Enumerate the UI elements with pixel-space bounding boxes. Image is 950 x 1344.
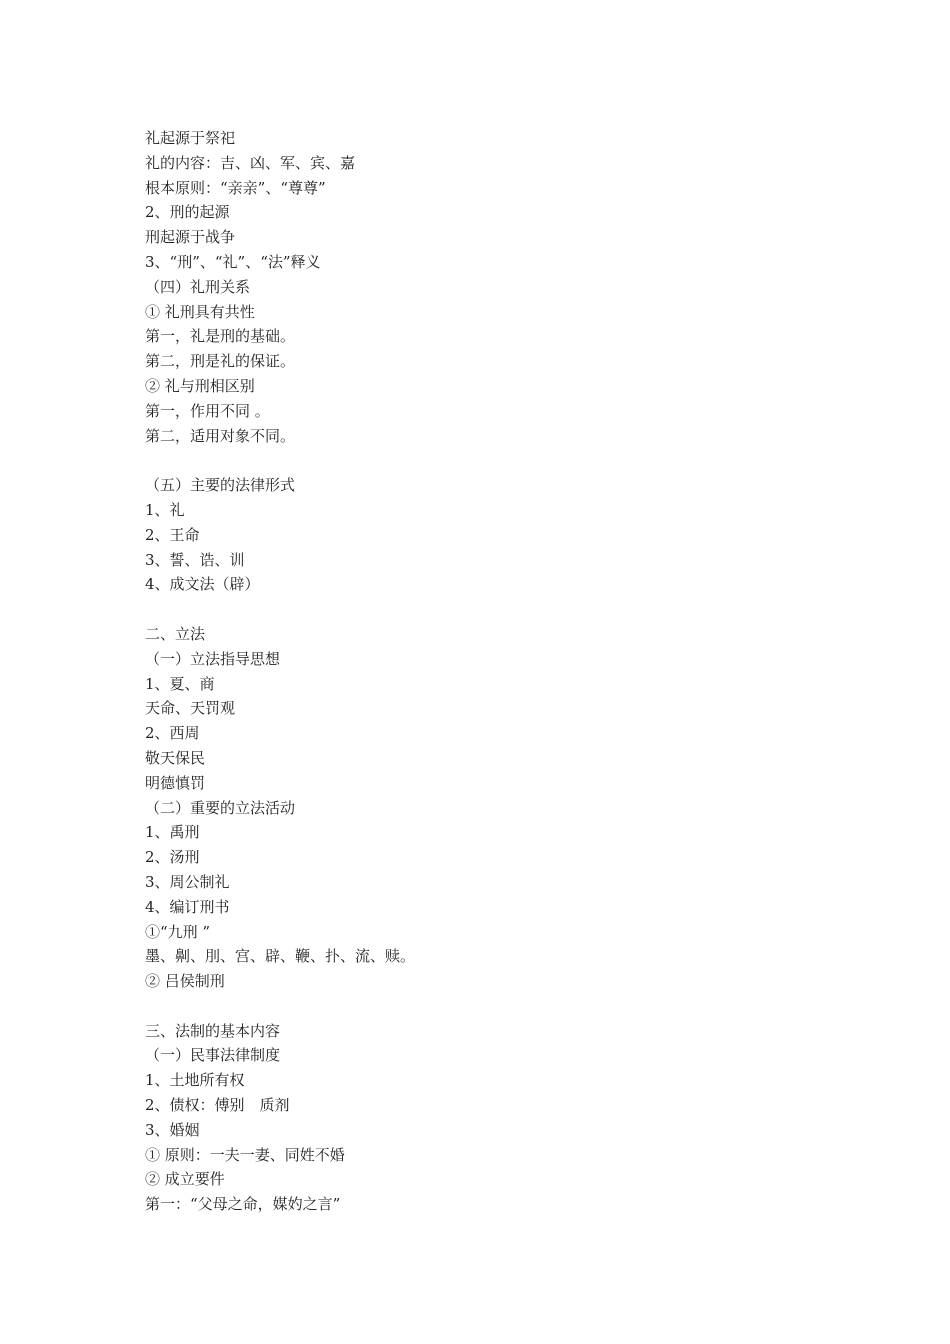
text-line: 3、婚姻 [145,1120,200,1139]
text-line: 天命、天罚观 [145,699,236,718]
text-line: 2、刑的起源 [145,203,230,222]
text-line: 3、“刑”、“礼”、“法”释义 [145,252,321,271]
document-body [145,126,845,1217]
text-line: ② 成立要件 [145,1170,225,1189]
blank-line [145,597,845,622]
text-line: 2、王命 [145,525,200,544]
text-line: （一）立法指导思想 [145,649,281,668]
text-line: 第二，适用对象不同。 [145,426,296,445]
text-line: 2、债权：傅别 质剂 [145,1096,290,1115]
text-line: （二）重要的立法活动 [145,798,296,817]
blank-line [145,994,845,1019]
text-line: ① 原则：一夫一妻、同姓不婚 [145,1145,345,1164]
text-line: 根本原则：“亲亲”、“尊尊” [145,178,326,197]
text-line: 三、法制的基本内容 [145,1021,281,1040]
text-line: 1、夏、商 [145,674,215,693]
text-line: 第一，作用不同 。 [145,401,270,420]
text-line: 4、编订刑书 [145,897,230,916]
text-line: 敬天保民 [145,748,206,767]
text-line: 二、立法 [145,624,206,643]
text-line: 1、土地所有权 [145,1071,245,1090]
text-line: 4、成文法（辟） [145,575,260,594]
blank-line [145,448,845,473]
text-line: 2、汤刑 [145,848,200,867]
text-line: 礼起源于祭祀 [145,129,236,147]
text-line: 1、礼 [145,500,185,519]
text-line: 1、禹刑 [145,823,200,842]
text-line: 2、西周 [145,724,200,743]
text-line: 墨、劓、刖、宫、辟、鞭、扑、流、赎。 [145,947,416,966]
text-line: ② 礼与刑相区别 [145,376,255,395]
text-line: ①“九刑 ” [145,922,211,941]
text-line: 第二，刑是礼的保证。 [145,352,296,371]
text-line: 第一，礼是刑的基础。 [145,327,296,346]
text-line: 礼的内容：吉、凶、军、宾、嘉 [145,153,356,172]
text-line: 3、周公制礼 [145,872,230,891]
text-line: （四）礼刑关系 [145,277,251,296]
text-line: ① 礼刑具有共性 [145,302,255,321]
text-line: 3、誓、诰、训 [145,550,245,569]
text-line: （五）主要的法律形式 [145,476,296,495]
text-line: 刑起源于战争 [145,228,236,247]
text-line: （一）民事法律制度 [145,1046,281,1065]
text-line: 第一：“父母之命，媒妁之言” [145,1195,341,1214]
text-line: 明德慎罚 [145,773,206,792]
text-line: ② 吕侯制刑 [145,972,225,991]
